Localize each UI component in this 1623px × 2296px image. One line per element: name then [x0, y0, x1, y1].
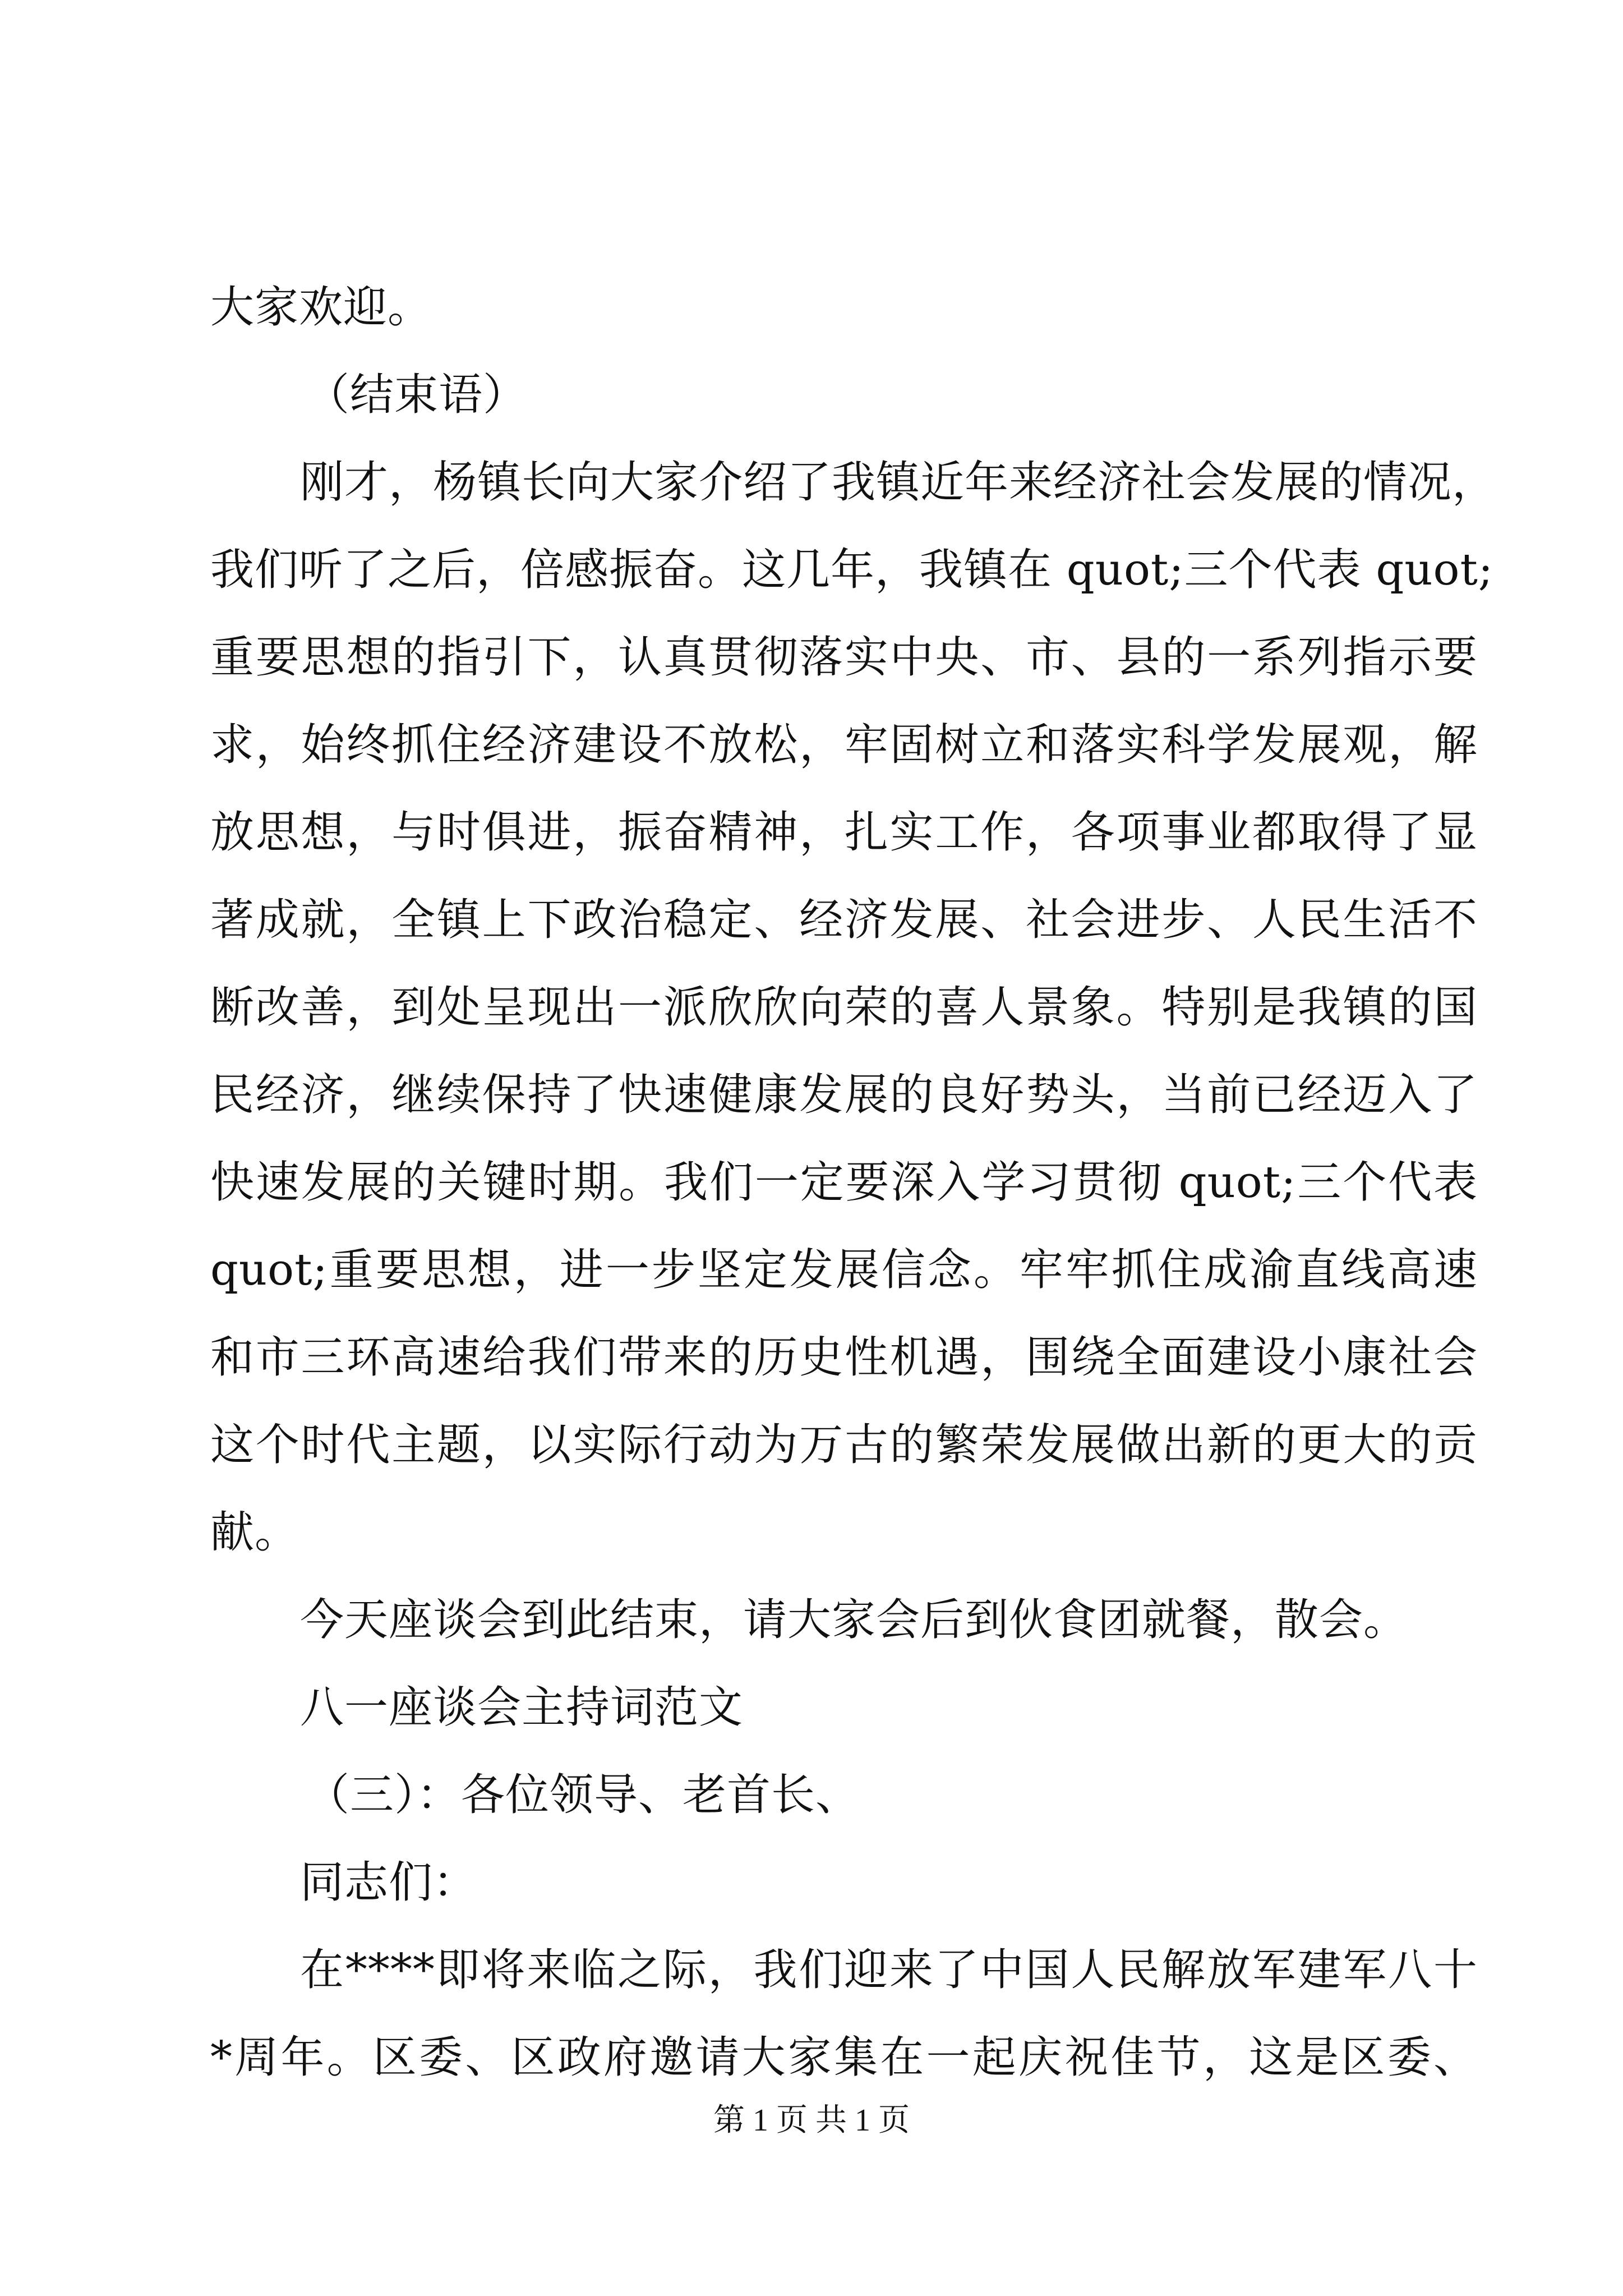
text-line: 放思想，与时俱进，振奋精神，扎实工作，各项事业都取得了显 [210, 807, 1478, 858]
text-line: 献。 [210, 1507, 299, 1558]
section-heading: （结束语） [306, 370, 528, 420]
text-line: 著成就，全镇上下政治稳定、经济发展、社会进步、人民生活不 [210, 895, 1478, 945]
text-line: 在****即将来临之际，我们迎来了中国人民解放军建军八十 [300, 1945, 1478, 1995]
page-number-footer: 第 1 页 共 1 页 [713, 2103, 910, 2138]
text-line: 求，始终抓住经济建设不放松，牢固树立和落实科学发展观，解 [210, 720, 1478, 770]
document-title: 八一座谈会主持词范文 [300, 1682, 744, 1733]
document-body [210, 264, 1497, 2101]
text-line: 断改善，到处呈现出一派欣欣向荣的喜人景象。特别是我镇的国 [210, 982, 1478, 1033]
text-line: 和市三环高速给我们带来的历史性机遇，围绕全面建设小康社会 [210, 1332, 1478, 1383]
text-line: 我们听了之后，倍感振奋。这几年，我镇在 quot;三个代表 quot; [210, 545, 1494, 595]
text-line: 重要思想的指引下，认真贯彻落实中央、市、县的一系列指示要 [210, 632, 1478, 683]
text-line: quot;重要思想，进一步坚定发展信念。牢牢抓住成渝直线高速 [210, 1245, 1478, 1295]
salutation: 同志们： [300, 1857, 478, 1908]
text-line: 民经济，继续保持了快速健康发展的良好势头，当前已经迈入了 [210, 1070, 1478, 1120]
text-line: 刚才，杨镇长向大家介绍了我镇近年来经济社会发展的情况， [300, 457, 1497, 508]
text-line: 今天座谈会到此结束，请大家会后到伙食团就餐，散会。 [300, 1595, 1408, 1645]
text-line: 快速发展的关键时期。我们一定要深入学习贯彻 quot;三个代表 [210, 1157, 1478, 1208]
text-line: *周年。区委、区政府邀请大家集在一起庆祝佳节，这是区委、 [210, 2032, 1478, 2083]
text-line: 大家欢迎。 [210, 282, 432, 333]
section-heading: （三）：各位领导、老首长、 [306, 1770, 860, 1820]
text-line: 这个时代主题，以实际行动为万古的繁荣发展做出新的更大的贡 [210, 1420, 1478, 1470]
